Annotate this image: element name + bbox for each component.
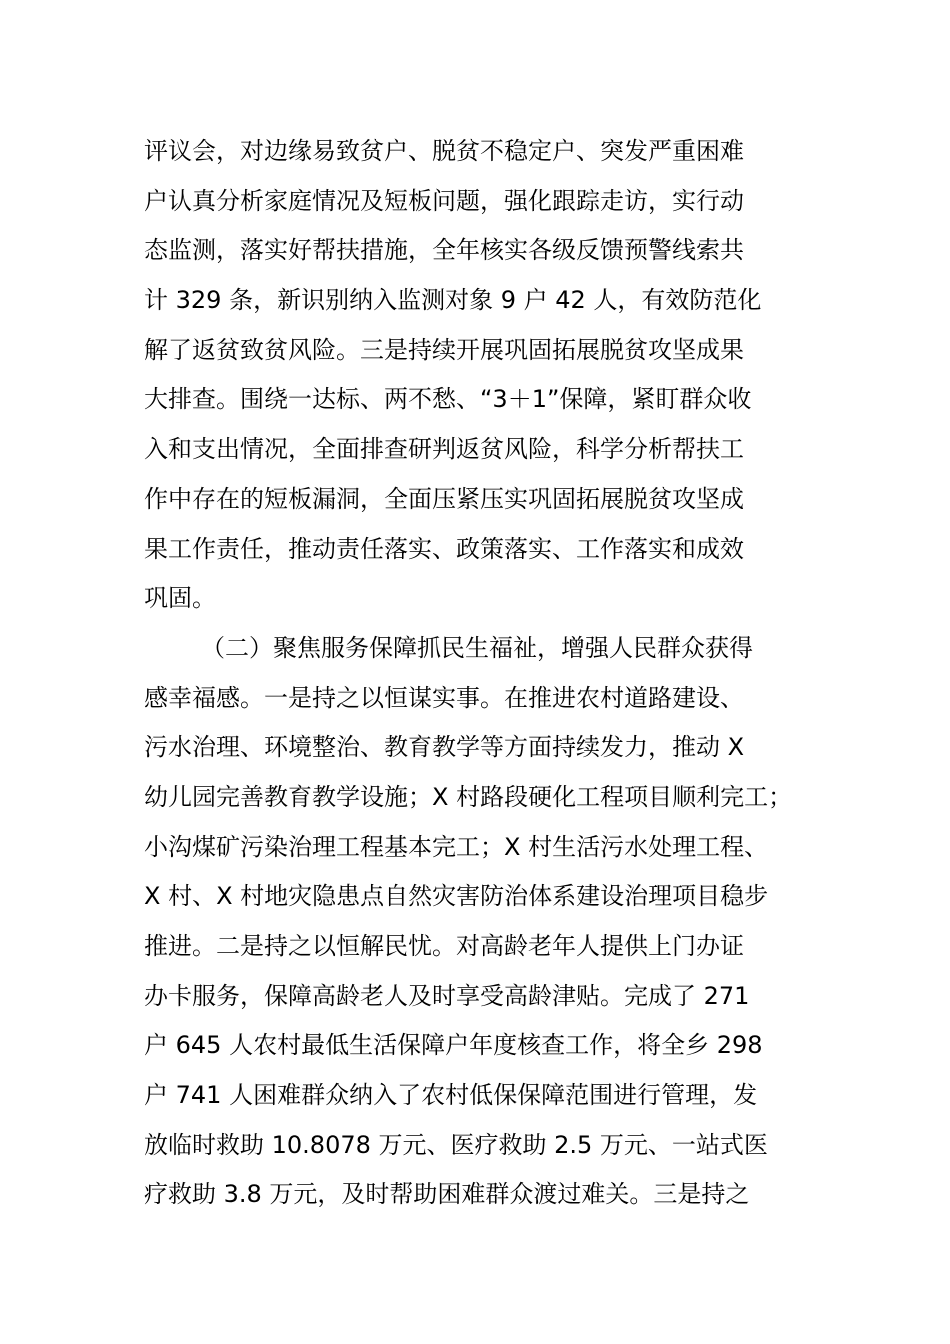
text-line: 感幸福感。一是持之以恒谋实事。在推进农村道路建设、 [144,683,744,712]
text-line: 疗救助 3.8 万元，及时帮助困难群众渡过难关。三是持之 [144,1180,750,1209]
text-line: 巩固。 [144,584,216,613]
text-line: 放临时救助 10.8078 万元、医疗救助 2.5 万元、一站式医 [144,1130,768,1159]
text-line: 评议会，对边缘易致贫户、脱贫不稳定户、突发严重困难 [144,137,744,165]
text-line: 计 329 条，新识别纳入监测对象 9 户 42 人，有效防范化 [144,286,762,315]
text-line: 果工作责任，推动责任落实、政策落实、工作落实和成效 [144,534,744,563]
section-heading-line: （二）聚焦服务保障抓民生福祉，增强人民群众获得 [201,633,753,662]
text-line: 解了返贫致贫风险。三是持续开展巩固拓展脱贫攻坚成果 [144,335,744,364]
body-text [144,127,844,1220]
text-line: 作中存在的短板漏洞，全面压紧压实巩固拓展脱贫攻坚成 [144,484,744,513]
text-line: 户认真分析家庭情况及短板问题，强化跟踪走访，实行动 [144,186,744,215]
text-line: 污水治理、环境整治、教育教学等方面持续发力，推动 X [144,733,745,762]
text-line: 态监测，落实好帮扶措施，全年核实各级反馈预警线索共 [144,236,744,265]
text-line: 入和支出情况，全面排查研判返贫风险，科学分析帮扶工 [144,435,744,464]
text-line: 办卡服务，保障高龄老人及时享受高龄津贴。完成了 271 [144,981,750,1010]
text-line: 推进。二是持之以恒解民忧。对高龄老年人提供上门办证 [144,932,744,960]
text-line: 户 645 人农村最低生活保障户年度核查工作，将全乡 298 [144,1031,763,1060]
text-line: 幼儿园完善教育教学设施；X 村路段硬化工程项目顺利完工； [144,782,793,811]
text-line: 小沟煤矿污染治理工程基本完工；X 村生活污水处理工程、 [144,832,769,861]
text-line: 大排查。围绕一达标、两不愁、“3＋1”保障，紧盯群众收 [144,385,752,414]
text-line: X 村、X 村地灾隐患点自然灾害防治体系建设治理项目稳步 [144,882,769,911]
text-line: 户 741 人困难群众纳入了农村低保保障范围进行管理，发 [144,1081,758,1110]
